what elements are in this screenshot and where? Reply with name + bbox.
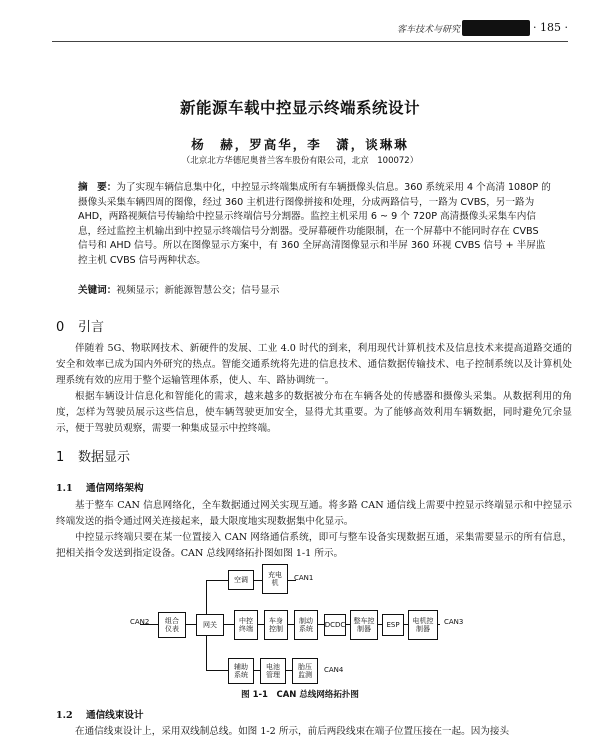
abstract-text: 为了实现车辆信息集中化，中控显示终端集成所有车辆摄像头信息。360 系统采用 4 个高清 1080P 的摄像头采集车辆四周的图像，经过 360 主机进行图像拼接和处理，分成两路信号，一路为 CVBS，另一路为 AHD，两路视频信号传输给中控显示终端信号分割器。监控主机采用 6 ~ 9 个 720P 高清摄像头采集车内信息，经过监控主机输出到中控显示终端信号分割器。受屏幕硬件功能限制，在一个屏幕中不能同时存在 CVBS 信号和 AHD 信号。所以在图像显示方案中，有 360 全屏高清图像显示和半屏 360 环视 CVBS 信号 + 半屏监控主机 CVBS 信号两种状态。 [78, 182, 551, 266]
figure-box-gateway: 网关 [196, 614, 224, 636]
paragraph-intro-1: 伴随着 5G、物联网技术、新硬件的发展、工业 4.0 时代的到来，利用现代计算机技术及信息技术来提高道路交通的安全和效率已成为国内外研究的热点。智能交通系统将先进的信息技术、通信数据传输技术、电子控制系统以及计算机处理系统有效的应用于整个运输管理体系，使人、车、路协调统一。 [56, 343, 572, 386]
figure-box-vcu: 整车控 制器 [350, 610, 378, 640]
header-divider [52, 41, 568, 42]
keywords-text: 视频显示；新能源智慧公交；信号显示 [116, 285, 280, 296]
paragraph-harness-1: 在通信线束设计上，采用双线制总线。如图 1-2 所示，前后两段线束在端子位置压接在一起。因为接头 [75, 726, 510, 737]
figure-box-air: 空调 [228, 570, 254, 590]
journal-name: 客车技术与研究 [396, 25, 460, 35]
paper-authors: 杨 赫，罗高华，李 潇，谈琳琳 [191, 137, 409, 152]
figure-box-tire: 胎压 监测 [292, 658, 318, 684]
figure-box-charger: 充电 机 [262, 564, 288, 594]
section-number: 0 [56, 320, 65, 335]
paper-title: 新能源车载中控显示终端系统设计 [179, 98, 420, 117]
running-header [268, 20, 568, 40]
section-title: 引言 [78, 320, 105, 335]
paper-affiliation: （北京北方华德尼奥普兰客车股份有限公司，北京 100072） [181, 156, 419, 166]
subsection-number: 1.2 [56, 710, 73, 721]
subsection-heading-network [56, 480, 144, 494]
section-heading-data-display [56, 446, 130, 465]
figure-box-brake: 制动 系统 [294, 610, 318, 640]
figure-box-dashboard: 组合 仪表 [158, 612, 186, 638]
subsection-heading-harness [56, 707, 144, 721]
can-topology-figure [130, 558, 470, 698]
figure-label-can3: CAN3 [444, 618, 464, 626]
section-title: 数据显示 [78, 450, 131, 465]
figure-box-esp: ESP [382, 614, 404, 636]
figure-box-mcu: 电机控 制器 [408, 610, 438, 640]
abstract-label: 摘 要： [78, 182, 117, 193]
figure-box-middle-terminal: 中控 终端 [234, 610, 258, 640]
section-heading-intro [56, 316, 104, 335]
subsection-number: 1.1 [56, 483, 73, 494]
abstract [78, 181, 551, 268]
page-number: · 185 · [533, 21, 568, 34]
figure-label-can2: CAN2 [130, 618, 150, 626]
subsection-title: 通信线束设计 [86, 710, 144, 721]
figure-box-aux: 辅助 系统 [228, 658, 254, 684]
header-decoration [462, 20, 530, 36]
figure-label-can4: CAN4 [324, 666, 344, 674]
figure-caption: 图 1-1 CAN 总线网络拓扑图 [241, 690, 359, 700]
figure-label-can1: CAN1 [294, 574, 314, 582]
paragraph-network-2: 中控显示终端只要在某一位置接入 CAN 网络通信系统，即可与整车设备实现数据互通，采集需要显示的所有信息，把相关指令发送到指定设备。CAN 总线网络拓扑图如图 1-1 所示。 [56, 532, 572, 559]
paragraph-intro-2: 根据车辆设计信息化和智能化的需求，越来越多的数据被分布在车辆各处的传感器和摄像头采集。从数据利用的角度，怎样为驾驶员展示这些信息，使车辆驾驶更加安全，显得尤其重要。为了能够高效利用车辆数据，同时避免冗余显示，便于驾驶员观察，需要一种集成显示中控终端。 [56, 391, 572, 434]
paragraph-network-1: 基于整车 CAN 信息网络化，全车数据通过网关实现互通。将多路 CAN 通信线上需要中控显示终端显示和中控显示终端发送的指令通过网关连接起来，最大限度地实现数据集中化显示。 [56, 500, 572, 527]
figure-box-dcdc: DCDC [324, 614, 346, 636]
keywords [78, 282, 551, 296]
section-number: 1 [56, 450, 65, 465]
keywords-label: 关键词： [78, 285, 117, 296]
figure-box-bms: 电池 管理 [260, 658, 286, 684]
figure-box-body-control: 车身 控制 [264, 610, 288, 640]
subsection-title: 通信网络架构 [86, 483, 144, 494]
